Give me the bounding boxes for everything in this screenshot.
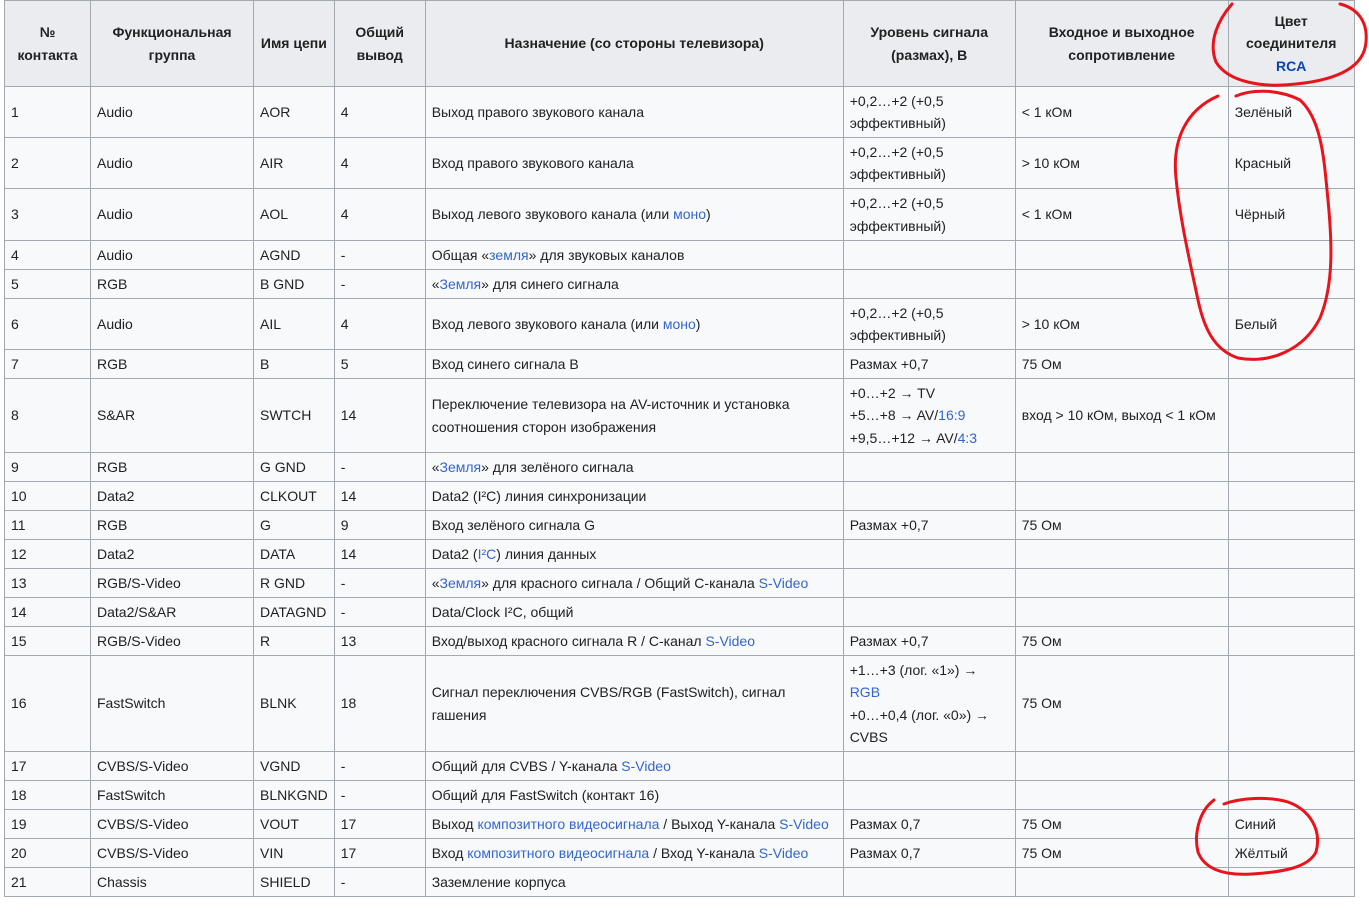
- level-text: эффективный): [849, 217, 946, 234]
- purpose-text: » для синего сигнала: [481, 275, 619, 292]
- cell-name: BLNK: [254, 656, 335, 752]
- cell-level: [843, 241, 1015, 270]
- purpose-link[interactable]: S-Video: [705, 632, 756, 649]
- level-text: эффективный): [849, 327, 946, 343]
- cell-impedance: > 10 кОм: [1015, 138, 1228, 189]
- cell-common: -: [334, 598, 425, 627]
- purpose-text: » для звуковых каналов: [528, 246, 685, 263]
- cell-common: 4: [334, 299, 425, 350]
- purpose-text: ): [695, 315, 701, 332]
- cell-common: -: [334, 241, 425, 270]
- purpose-text: Выход правого звукового канала: [431, 103, 645, 120]
- cell-pin: 4: [5, 241, 91, 270]
- cell-pin: 17: [5, 752, 91, 781]
- purpose-link[interactable]: S-Video: [758, 574, 809, 591]
- cell-pin: 11: [5, 511, 91, 540]
- table-row: [5, 656, 1355, 752]
- cell-color: [1228, 350, 1354, 379]
- purpose-text: Вход/выход красного сигнала R / C-канал: [431, 632, 706, 649]
- cell-common: 17: [334, 839, 425, 868]
- header-color-line1: Цвет: [1274, 12, 1308, 29]
- cell-color: [1228, 379, 1354, 453]
- cell-common: 4: [334, 87, 425, 138]
- table-row: [5, 868, 1355, 897]
- cell-common: 17: [334, 810, 425, 839]
- header-color: [1228, 1, 1354, 87]
- cell-purpose: [425, 379, 843, 453]
- cell-pin: 7: [5, 350, 91, 379]
- cell-group: CVBS/S-Video: [91, 839, 254, 868]
- cell-impedance: < 1 кОм: [1015, 189, 1228, 241]
- cell-pin: 16: [5, 656, 91, 752]
- cell-purpose: [425, 868, 843, 897]
- cell-name: AIR: [254, 138, 335, 189]
- cell-level: [843, 453, 1015, 482]
- table-row: [5, 241, 1355, 270]
- cell-impedance: 75 Ом: [1015, 350, 1228, 379]
- cell-level: [843, 299, 1015, 350]
- cell-purpose: [425, 87, 843, 138]
- cell-group: Audio: [91, 241, 254, 270]
- cell-impedance: [1015, 540, 1228, 569]
- cell-name: BLNKGND: [254, 781, 335, 810]
- table-row: [5, 299, 1355, 350]
- cell-pin: 20: [5, 839, 91, 868]
- cell-impedance: [1015, 241, 1228, 270]
- table-row: [5, 87, 1355, 138]
- purpose-link[interactable]: S-Video: [621, 757, 671, 774]
- purpose-text: » для зелёного сигнала: [481, 458, 634, 475]
- purpose-link[interactable]: земля: [489, 246, 529, 263]
- cell-pin: 18: [5, 781, 91, 810]
- cell-group: RGB: [91, 270, 254, 299]
- table-row: [5, 482, 1355, 511]
- cell-common: -: [334, 453, 425, 482]
- table-row: [5, 453, 1355, 482]
- cell-impedance: [1015, 868, 1228, 897]
- cell-group: Audio: [91, 189, 254, 241]
- cell-impedance: 75 Ом: [1015, 656, 1228, 752]
- purpose-text: » для красного сигнала / Общий C-канала: [481, 574, 759, 591]
- level-text: +9,5…+12 → AV/: [849, 429, 958, 446]
- cell-color: [1228, 868, 1354, 897]
- cell-level: [843, 569, 1015, 598]
- cell-common: 9: [334, 511, 425, 540]
- level-text: +0,2…+2 (+0,5: [849, 143, 944, 160]
- cell-name: R GND: [254, 569, 335, 598]
- cell-purpose: [425, 839, 843, 868]
- cell-group: Data2/S&AR: [91, 598, 254, 627]
- purpose-text: «: [431, 574, 440, 591]
- header-level: Уровень сигнала (размах), В: [843, 1, 1015, 87]
- cell-impedance: [1015, 752, 1228, 781]
- level-text: +5…+8 → AV/: [849, 407, 939, 424]
- purpose-link[interactable]: Земля: [439, 458, 482, 475]
- cell-impedance: [1015, 781, 1228, 810]
- cell-impedance: [1015, 270, 1228, 299]
- cell-group: FastSwitch: [91, 656, 254, 752]
- cell-purpose: [425, 569, 843, 598]
- purpose-text: Вход левого звукового канала (или: [431, 315, 663, 332]
- purpose-text: ): [706, 206, 711, 223]
- cell-level: [843, 540, 1015, 569]
- cell-impedance: [1015, 453, 1228, 482]
- purpose-text: / Выход Y-канала: [659, 815, 780, 832]
- cell-color: [1228, 781, 1354, 810]
- cell-pin: 13: [5, 569, 91, 598]
- level-text: эффективный): [849, 115, 946, 131]
- cell-color: [1228, 453, 1354, 482]
- cell-name: R: [254, 627, 335, 656]
- purpose-text: Data2 (I²C) линия синхронизации: [431, 487, 647, 504]
- cell-level: [843, 270, 1015, 299]
- cell-common: 5: [334, 350, 425, 379]
- cell-common: 18: [334, 656, 425, 752]
- cell-purpose: [425, 270, 843, 299]
- cell-purpose: [425, 752, 843, 781]
- purpose-link[interactable]: S-Video: [758, 844, 809, 861]
- purpose-text: Выход: [431, 815, 478, 832]
- cell-common: -: [334, 781, 425, 810]
- cell-group: CVBS/S-Video: [91, 752, 254, 781]
- cell-level: [843, 598, 1015, 627]
- purpose-text: ) линия данных: [496, 545, 597, 562]
- purpose-link[interactable]: S-Video: [779, 815, 829, 832]
- cell-common: -: [334, 270, 425, 299]
- level-text: +0,2…+2 (+0,5: [849, 195, 944, 211]
- level-text: Размах +0,7: [849, 516, 929, 533]
- scart-pinout-table: [4, 0, 1355, 897]
- cell-level: [843, 868, 1015, 897]
- cell-common: 4: [334, 138, 425, 189]
- purpose-text: Вход синего сигнала B: [431, 355, 579, 372]
- cell-group: RGB/S-Video: [91, 627, 254, 656]
- purpose-link[interactable]: моно: [662, 315, 696, 332]
- cell-group: RGB: [91, 453, 254, 482]
- cell-pin: 5: [5, 270, 91, 299]
- cell-name: VIN: [254, 839, 335, 868]
- cell-color: Синий: [1228, 810, 1354, 839]
- cell-level: [843, 839, 1015, 868]
- cell-purpose: [425, 810, 843, 839]
- cell-impedance: 75 Ом: [1015, 627, 1228, 656]
- cell-purpose: [425, 781, 843, 810]
- cell-common: -: [334, 868, 425, 897]
- cell-level: [843, 87, 1015, 138]
- cell-color: Красный: [1228, 138, 1354, 189]
- level-text: Размах 0,7: [849, 815, 921, 832]
- purpose-text: «: [431, 458, 440, 475]
- cell-impedance: [1015, 482, 1228, 511]
- cell-color: [1228, 598, 1354, 627]
- cell-color: Зелёный: [1228, 87, 1354, 138]
- cell-common: 4: [334, 189, 425, 241]
- cell-level: [843, 482, 1015, 511]
- header-name: Имя цепи: [254, 1, 335, 87]
- cell-name: CLKOUT: [254, 482, 335, 511]
- table-row: [5, 810, 1355, 839]
- table-row: [5, 598, 1355, 627]
- purpose-link[interactable]: композитного видеосигнала: [477, 815, 660, 832]
- cell-level: [843, 379, 1015, 453]
- purpose-text: Вход правого звукового канала: [431, 154, 634, 171]
- cell-pin: 12: [5, 540, 91, 569]
- cell-purpose: [425, 453, 843, 482]
- cell-group: FastSwitch: [91, 781, 254, 810]
- table-row: [5, 627, 1355, 656]
- cell-name: G: [254, 511, 335, 540]
- level-text: +0…+0,4 (лог. «0») →: [849, 706, 990, 723]
- cell-purpose: [425, 598, 843, 627]
- cell-color: Жёлтый: [1228, 839, 1354, 868]
- header-pin: № контакта: [5, 1, 91, 87]
- purpose-text: Общий для CVBS / Y-канала: [431, 757, 622, 774]
- cell-purpose: [425, 656, 843, 752]
- purpose-text: Выход левого звукового канала (или: [431, 206, 674, 223]
- cell-name: VOUT: [254, 810, 335, 839]
- cell-name: DATAGND: [254, 598, 335, 627]
- cell-color: Белый: [1228, 299, 1354, 350]
- cell-color: [1228, 627, 1354, 656]
- cell-pin: 10: [5, 482, 91, 511]
- table-row: [5, 511, 1355, 540]
- cell-color: [1228, 511, 1354, 540]
- level-text: Размах +0,7: [849, 632, 929, 649]
- cell-impedance: вход > 10 кОм, выход < 1 кОм: [1015, 379, 1228, 453]
- cell-group: RGB: [91, 350, 254, 379]
- cell-name: AGND: [254, 241, 335, 270]
- cell-group: Audio: [91, 299, 254, 350]
- table-row: [5, 379, 1355, 453]
- cell-pin: 21: [5, 868, 91, 897]
- cell-common: -: [334, 569, 425, 598]
- purpose-text: Общий для FastSwitch (контакт 16): [431, 786, 660, 803]
- purpose-link[interactable]: Земля: [439, 275, 482, 292]
- cell-color: Чёрный: [1228, 189, 1354, 241]
- purpose-text: Data2 (: [431, 545, 478, 562]
- cell-common: 14: [334, 540, 425, 569]
- cell-name: DATA: [254, 540, 335, 569]
- table-row: [5, 189, 1355, 241]
- cell-group: Audio: [91, 138, 254, 189]
- cell-pin: 6: [5, 299, 91, 350]
- cell-group: RGB: [91, 511, 254, 540]
- table-row: [5, 781, 1355, 810]
- purpose-link[interactable]: Земля: [439, 574, 482, 591]
- cell-impedance: 75 Ом: [1015, 810, 1228, 839]
- level-link[interactable]: RGB: [849, 684, 881, 700]
- cell-level: [843, 138, 1015, 189]
- cell-purpose: [425, 482, 843, 511]
- cell-group: CVBS/S-Video: [91, 810, 254, 839]
- purpose-text: Data/Clock I²C, общий: [431, 603, 574, 620]
- cell-purpose: [425, 138, 843, 189]
- cell-pin: 1: [5, 87, 91, 138]
- purpose-text: Общая «: [431, 246, 490, 263]
- cell-pin: 3: [5, 189, 91, 241]
- cell-group: Data2: [91, 540, 254, 569]
- header-color-line2: соединителя: [1245, 35, 1337, 52]
- table-row: [5, 752, 1355, 781]
- cell-name: AOL: [254, 189, 335, 241]
- cell-level: [843, 627, 1015, 656]
- table-row: [5, 839, 1355, 868]
- cell-group: RGB/S-Video: [91, 569, 254, 598]
- cell-impedance: 75 Ом: [1015, 839, 1228, 868]
- purpose-text: Вход: [431, 844, 468, 861]
- cell-name: VGND: [254, 752, 335, 781]
- purpose-link[interactable]: моно: [673, 206, 707, 223]
- cell-name: SWTCH: [254, 379, 335, 453]
- cell-purpose: [425, 299, 843, 350]
- cell-level: [843, 511, 1015, 540]
- cell-impedance: [1015, 569, 1228, 598]
- cell-common: 14: [334, 379, 425, 453]
- purpose-text: Переключение телевизора на AV-источник и установка соотношения сторон изображения: [431, 396, 790, 435]
- purpose-text: Сигнал переключения CVBS/RGB (FastSwitch), сигнал гашения: [431, 684, 786, 723]
- cell-name: G GND: [254, 453, 335, 482]
- cell-level: [843, 656, 1015, 752]
- level-text: Размах +0,7: [849, 355, 929, 372]
- table-row: [5, 540, 1355, 569]
- cell-impedance: > 10 кОм: [1015, 299, 1228, 350]
- cell-level: [843, 810, 1015, 839]
- level-link[interactable]: 16:9: [938, 407, 966, 424]
- rca-link[interactable]: RCA: [1276, 57, 1307, 74]
- cell-color: [1228, 482, 1354, 511]
- cell-purpose: [425, 627, 843, 656]
- purpose-text: Заземление корпуса: [431, 873, 566, 890]
- level-text: +1…+3 (лог. «1») →: [849, 661, 978, 678]
- cell-common: 13: [334, 627, 425, 656]
- cell-group: Chassis: [91, 868, 254, 897]
- cell-impedance: [1015, 598, 1228, 627]
- table-row: [5, 350, 1355, 379]
- cell-common: -: [334, 752, 425, 781]
- cell-pin: 14: [5, 598, 91, 627]
- cell-name: AIL: [254, 299, 335, 350]
- level-text: +0…+2 → TV: [849, 384, 936, 401]
- cell-color: [1228, 241, 1354, 270]
- cell-color: [1228, 270, 1354, 299]
- cell-group: S&AR: [91, 379, 254, 453]
- table-row: [5, 138, 1355, 189]
- level-link[interactable]: 4:3: [957, 429, 978, 446]
- cell-name: B: [254, 350, 335, 379]
- cell-pin: 9: [5, 453, 91, 482]
- cell-group: Data2: [91, 482, 254, 511]
- header-row: [5, 1, 1355, 87]
- purpose-text: «: [431, 275, 440, 292]
- header-purpose: Назначение (со стороны телевизора): [425, 1, 843, 87]
- cell-name: AOR: [254, 87, 335, 138]
- cell-color: [1228, 656, 1354, 752]
- cell-name: SHIELD: [254, 868, 335, 897]
- cell-color: [1228, 540, 1354, 569]
- cell-pin: 19: [5, 810, 91, 839]
- table-row: [5, 270, 1355, 299]
- cell-purpose: [425, 189, 843, 241]
- cell-pin: 2: [5, 138, 91, 189]
- header-impedance: Входное и выходное сопротивление: [1015, 1, 1228, 87]
- table-row: [5, 569, 1355, 598]
- cell-purpose: [425, 540, 843, 569]
- level-text: +0,2…+2 (+0,5: [849, 92, 944, 109]
- level-text: эффективный): [849, 166, 946, 182]
- purpose-link[interactable]: I²C: [477, 545, 497, 562]
- cell-level: [843, 350, 1015, 379]
- purpose-text: Вход зелёного сигнала G: [431, 516, 595, 533]
- cell-color: [1228, 752, 1354, 781]
- cell-group: Audio: [91, 87, 254, 138]
- level-text: +0,2…+2 (+0,5: [849, 304, 944, 321]
- cell-pin: 15: [5, 627, 91, 656]
- cell-color: [1228, 569, 1354, 598]
- cell-purpose: [425, 511, 843, 540]
- purpose-link[interactable]: композитного видеосигнала: [467, 844, 650, 861]
- cell-impedance: 75 Ом: [1015, 511, 1228, 540]
- cell-purpose: [425, 350, 843, 379]
- purpose-text: / Вход Y-канала: [649, 844, 759, 861]
- cell-pin: 8: [5, 379, 91, 453]
- cell-level: [843, 752, 1015, 781]
- cell-impedance: < 1 кОм: [1015, 87, 1228, 138]
- cell-level: [843, 189, 1015, 241]
- level-text: CVBS: [849, 729, 888, 745]
- level-text: Размах 0,7: [849, 844, 921, 861]
- cell-name: B GND: [254, 270, 335, 299]
- cell-common: 14: [334, 482, 425, 511]
- cell-purpose: [425, 241, 843, 270]
- header-group: Функциональная группа: [91, 1, 254, 87]
- header-common: Общий вывод: [334, 1, 425, 87]
- cell-level: [843, 781, 1015, 810]
